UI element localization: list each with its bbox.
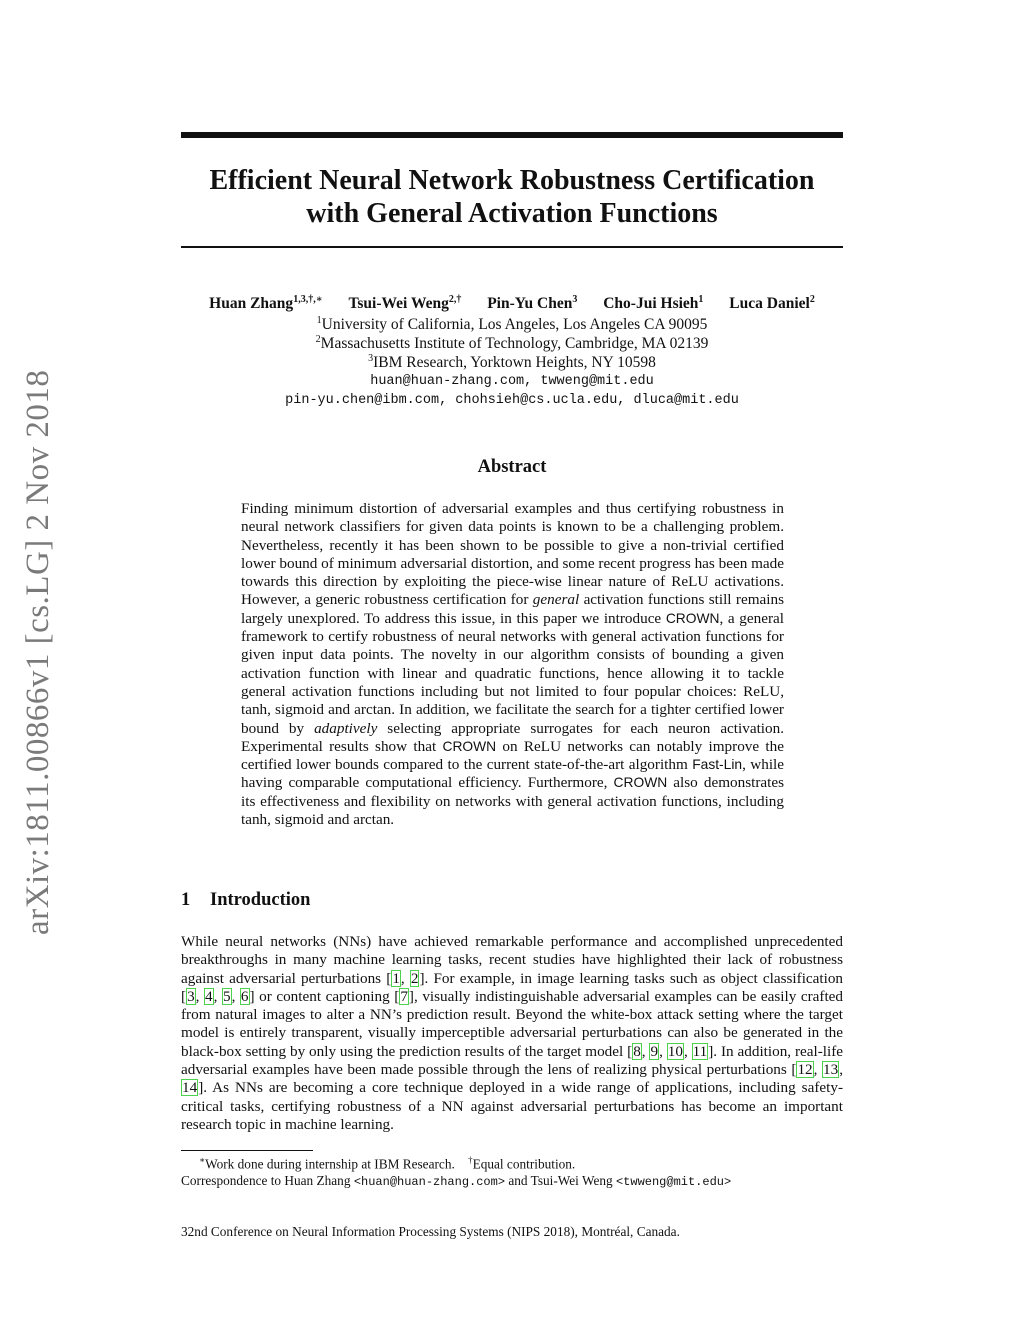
footnote-text: and Tsui-Wei Weng bbox=[505, 1173, 616, 1188]
citation-link[interactable]: 4 bbox=[205, 987, 213, 1005]
intro-text: ], visually indistinguishable adversarial examples can be easily crafted from natural images to alter a NN’s prediction result. Beyond the white-box attack setting where the target model is entirely transparent, visually imperceptible adversarial perturbations can also be generated in the black-box setting by only using the prediction results of the target model [ bbox=[181, 987, 844, 1060]
author-name: Tsui-Wei Weng bbox=[348, 295, 449, 313]
author bbox=[209, 294, 322, 313]
footnote-contribution bbox=[181, 1155, 575, 1172]
author-sup: 2 bbox=[809, 294, 815, 305]
title-bottom-rule bbox=[181, 246, 843, 248]
abstract-heading: Abstract bbox=[477, 457, 547, 477]
author bbox=[487, 294, 577, 313]
email-line-1: huan@huan-zhang.com, twweng@mit.edu bbox=[370, 374, 654, 389]
title-top-rule bbox=[181, 132, 843, 138]
citation-link[interactable]: 6 bbox=[240, 987, 249, 1005]
affiliation bbox=[150, 353, 874, 372]
footnote-text: Equal contribution. bbox=[472, 1156, 576, 1172]
citation-link[interactable]: 12 bbox=[797, 1061, 813, 1079]
intro-text: ]. For example, in image learning tasks such as object classification [ bbox=[181, 969, 844, 1005]
author-sup: 1 bbox=[698, 294, 704, 305]
intro-text: ]. As NNs are becoming a core technique deployed in a wide range of applications, including safety-critical tasks, certifying robustness of a NN against adversarial perturbations has become an important research topic in machine learning. bbox=[181, 1079, 843, 1133]
affiliation-text: University of California, Los Angeles, Los Angeles CA 90095 bbox=[321, 316, 708, 334]
paper-title bbox=[181, 164, 843, 230]
author-sup: 3 bbox=[572, 294, 578, 305]
intro-text: ]. In addition, real-life adversarial examples have been made possible through the lens of realizing physical perturbations [ bbox=[181, 1042, 844, 1079]
author-name: Huan Zhang bbox=[209, 295, 294, 313]
title-line-2: with General Activation Functions bbox=[306, 198, 718, 229]
abstract-paragraph bbox=[241, 500, 784, 829]
abstract-text: , while having comparable computational efficiency. Furthermore, bbox=[241, 756, 785, 792]
citation-link[interactable]: 8 bbox=[633, 1042, 641, 1060]
abstract-emphasis: adaptively bbox=[314, 719, 378, 737]
affiliation-sup: 3 bbox=[368, 353, 374, 364]
abstract-text: selecting appropriate surrogates for each neuron activation. Experimental results show that bbox=[241, 719, 784, 755]
citation-link[interactable]: 5 bbox=[222, 987, 231, 1005]
conference-footer: 32nd Conference on Neural Information Processing Systems (NIPS 2018), Montréal, Canada. bbox=[181, 1224, 680, 1239]
footnote-text: Work done during internship at IBM Research. bbox=[205, 1156, 455, 1172]
author bbox=[729, 294, 815, 313]
crown-name: CROWN bbox=[613, 775, 668, 791]
affiliation-sup: 2 bbox=[315, 334, 321, 345]
citation-link[interactable]: 13 bbox=[823, 1061, 839, 1079]
correspondence-email: <twweng@mit.edu> bbox=[615, 1175, 732, 1189]
author-list bbox=[150, 294, 874, 313]
footnote-mark: † bbox=[468, 1155, 473, 1165]
affiliation-text: Massachusetts Institute of Technology, Cambridge, MA 02139 bbox=[320, 335, 709, 353]
crown-name: CROWN bbox=[442, 738, 497, 754]
affiliation-sup: 1 bbox=[316, 315, 322, 326]
author-sup: 1,3,†,∗ bbox=[293, 294, 323, 305]
abstract-emphasis: general bbox=[532, 591, 580, 609]
citation-link[interactable]: 7 bbox=[400, 987, 408, 1005]
footnote-mark: ∗ bbox=[199, 1155, 206, 1165]
author-name: Cho-Jui Hsieh bbox=[603, 295, 699, 313]
arxiv-side-stamp: arXiv:1811.00866v1 [cs.LG] 2 Nov 2018 bbox=[20, 369, 56, 935]
footnote-rule bbox=[181, 1150, 313, 1151]
crown-name: CROWN bbox=[665, 610, 720, 626]
abstract-text: also demonstrates its effectiveness and flexibility on networks with general activation functions, including tanh, sigmoid and arctan. bbox=[241, 774, 784, 829]
citation-link[interactable]: 1 bbox=[392, 969, 400, 987]
citation-link[interactable]: 10 bbox=[667, 1042, 683, 1060]
abstract-text: activation functions still remains largely unexplored. To address this issue, in this paper we introduce bbox=[241, 591, 784, 627]
author-name: Luca Daniel bbox=[729, 295, 810, 313]
affiliation bbox=[150, 334, 874, 353]
author-sup: 2,† bbox=[448, 294, 462, 305]
fastlin-name: Fast-Lin bbox=[692, 757, 743, 773]
affiliation-text: IBM Research, Yorktown Heights, NY 10598 bbox=[373, 354, 656, 372]
section-number: 1 bbox=[181, 890, 191, 910]
abstract-text: , a general framework to certify robustness of neural networks with general activation functions for given input data points. The novelty in our algorithm consists of bounding a given activation function with linear and quadratic functions, hence allowing it to tackle general activation functions including but not limited to four popular choices: ReLU, tanh, sigmoid and arctan. In addition, we facilitate the search for a tighter certified lower bound by bbox=[241, 609, 784, 737]
footnote-correspondence bbox=[181, 1173, 731, 1189]
citation-link[interactable]: 9 bbox=[650, 1042, 659, 1060]
author-name: Pin-Yu Chen bbox=[487, 295, 573, 313]
title-line-1: Efficient Neural Network Robustness Certification bbox=[209, 165, 815, 196]
intro-text: ] or content captioning [ bbox=[249, 987, 400, 1005]
citation-link[interactable]: 3 bbox=[187, 987, 195, 1005]
author bbox=[603, 294, 703, 313]
citation-link[interactable]: 14 bbox=[182, 1079, 198, 1097]
section-title: Introduction bbox=[210, 890, 311, 910]
email-line-2: pin-yu.chen@ibm.com, chohsieh@cs.ucla.edu, dluca@mit.edu bbox=[285, 393, 739, 408]
citation-link[interactable]: 2 bbox=[410, 969, 419, 987]
correspondence-email: <huan@huan-zhang.com> bbox=[353, 1175, 506, 1189]
section-heading-introduction bbox=[181, 890, 310, 911]
footnote-text: Correspondence to Huan Zhang bbox=[181, 1173, 354, 1188]
author bbox=[348, 294, 461, 313]
citation-link[interactable]: 11 bbox=[692, 1042, 708, 1060]
abstract-text: Finding minimum distortion of adversarial examples and thus certifying robustness in neural network classifiers for given data points is known to be a challenging problem. Nevertheless, recently it has been shown to be possible to give a non-trivial certified lower bound of minimum adversarial distortion, and some recent progress has been made towards this direction by exploiting the piece-wise linear nature of ReLU activations. However, a generic robustness certification for bbox=[241, 500, 784, 609]
introduction-paragraph: While neural networks (NNs) have achieved remarkable performance and accomplished unprecedented breakthroughs in many machine learning tasks, recent studies have highlighted their lack of robustness against adversarial perturbations [1, 2]. For example, in image learning tasks such as object classification [3, 4, 5, 6] or content captioning [7], visually indistinguishable adversarial examples can be easily crafted from natural images to alter a NN’s prediction result. Beyond the white-box attack setting where the target model is entirely transparent, visually imperceptible adversarial perturbations can also be generated in the black-box setting by only using the prediction results of the target model [8, 9, 10, 11]. In addition, real-life adversarial examples have been made possible through the lens of realizing physical perturbations [12, 13, 14]. As NNs are becoming a core technique deployed in a wide range of applications, including safety-critical tasks, certifying robustness of a NN against adversarial perturbations has become an important research topic in machine learning. bbox=[181, 933, 844, 1133]
intro-text: While neural networks (NNs) have achieved remarkable performance and accomplished unprecedented breakthroughs in many machine learning tasks, recent studies have highlighted their lack of robustness against adversarial perturbations [ bbox=[181, 933, 843, 987]
affiliation bbox=[150, 315, 874, 334]
abstract-text: on ReLU networks can notably improve the certified lower bounds compared to the current state-of-the-art algorithm bbox=[241, 737, 784, 774]
